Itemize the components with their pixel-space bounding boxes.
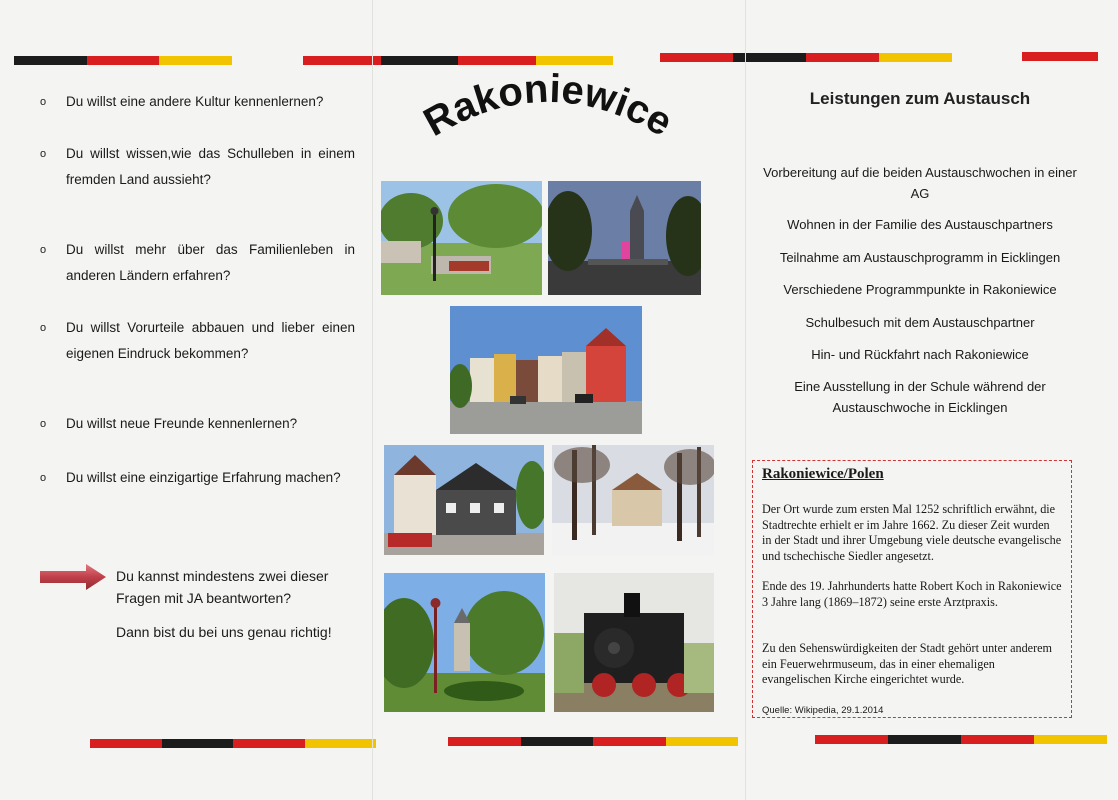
photo-half-timbered-house	[384, 445, 544, 555]
question-text: Du willst mehr über das Familienleben in anderen Ländern erfahren?	[66, 242, 355, 283]
fold-line-left	[372, 0, 373, 800]
photo-evening-square	[548, 181, 701, 295]
photo-park-lamp	[384, 573, 545, 712]
question-item	[40, 141, 355, 193]
question-text: Du willst neue Freunde kennenlernen?	[66, 416, 298, 431]
closing-statement: Dann bist du bei uns genau richtig!	[116, 624, 332, 640]
bullet: o	[40, 244, 47, 256]
service-item: Hin- und Rückfahrt nach Rakoniewice	[811, 347, 1029, 362]
question-text: Du willst Vorurteile abbauen und lieber einen eigenen Eindruck bekommen?	[66, 320, 355, 361]
flag-strip-top-right	[660, 53, 952, 62]
info-paragraph: Der Ort wurde zum ersten Mal 1252 schriftlich erwähnt, die Stadtrechte erhielt er im Jahre 1662. Zu dieser Zeit wurden in der Stadt und ihrer Umgebung viele deutsche evangelische und tschechische Siedler angesetzt.	[762, 502, 1062, 563]
question-item	[40, 89, 355, 115]
info-source: Quelle: Wikipedia, 29.1.2014	[762, 705, 884, 716]
service-item: Teilnahme am Austauschprogramm in Eicklingen	[779, 250, 1061, 265]
arrow-right-icon	[40, 564, 106, 590]
flag-strip-top-corner	[1022, 52, 1098, 61]
bullet: o	[40, 96, 47, 108]
photo-winter-church	[552, 445, 714, 555]
title-text: Rakoniewice	[416, 66, 680, 145]
service-item: Vorbereitung auf die beiden Austauschwochen in einer AG	[763, 165, 1077, 201]
bullet: o	[40, 418, 47, 430]
service-item: Eine Ausstellung in der Schule während der Austauschwoche in Eicklingen	[794, 379, 1046, 415]
question-text: Du willst eine andere Kultur kennenlernen?	[66, 94, 324, 109]
question-text: Du willst eine einzigartige Erfahrung machen?	[66, 470, 341, 485]
service-item: Verschiedene Programmpunkte in Rakoniewice	[783, 282, 1057, 297]
bullet: o	[40, 322, 47, 334]
services-title: Leistungen zum Austausch	[809, 89, 1031, 108]
question-item	[40, 315, 355, 367]
info-paragraph: Zu den Sehenswürdigkeiten der Stadt gehört unter anderem ein Feuerwehrmuseum, das in einer ehemaligen evangelischen Kirche eingerichtet wurde.	[762, 641, 1053, 686]
svg-text:Rakoniewice	[417, 67, 680, 145]
question-text: Du willst wissen,wie das Schulleben in einem fremden Land aussieht?	[66, 146, 355, 187]
question-item	[40, 465, 355, 491]
flag-strip-top-left	[14, 56, 232, 65]
info-box	[752, 460, 1072, 718]
question-item	[40, 411, 355, 437]
info-paragraph: Ende des 19. Jahrhunderts hatte Robert Koch in Rakoniewice 3 Jahre lang (1869–1872) seine erste Arztpraxis.	[762, 579, 1062, 609]
bullet: o	[40, 472, 47, 484]
photo-steam-locomotive	[554, 573, 714, 712]
question-item	[40, 237, 355, 289]
bullet: o	[40, 148, 47, 160]
arched-title	[398, 60, 698, 170]
closing-question: Du kannst mindestens zwei dieser Fragen mit JA beantworten?	[116, 568, 329, 606]
flag-strip-bottom-mid	[448, 737, 738, 746]
flag-strip-bottom-left	[90, 739, 376, 748]
service-item: Schulbesuch mit dem Austauschpartner	[805, 315, 1035, 330]
flag-strip-bottom-right	[815, 735, 1107, 744]
info-title: Rakoniewice/Polen	[762, 466, 884, 482]
fold-line-right	[745, 0, 746, 800]
service-item: Wohnen in der Familie des Austauschpartners	[787, 217, 1053, 232]
photo-park-bench	[381, 181, 542, 295]
photo-market-houses	[450, 306, 642, 434]
